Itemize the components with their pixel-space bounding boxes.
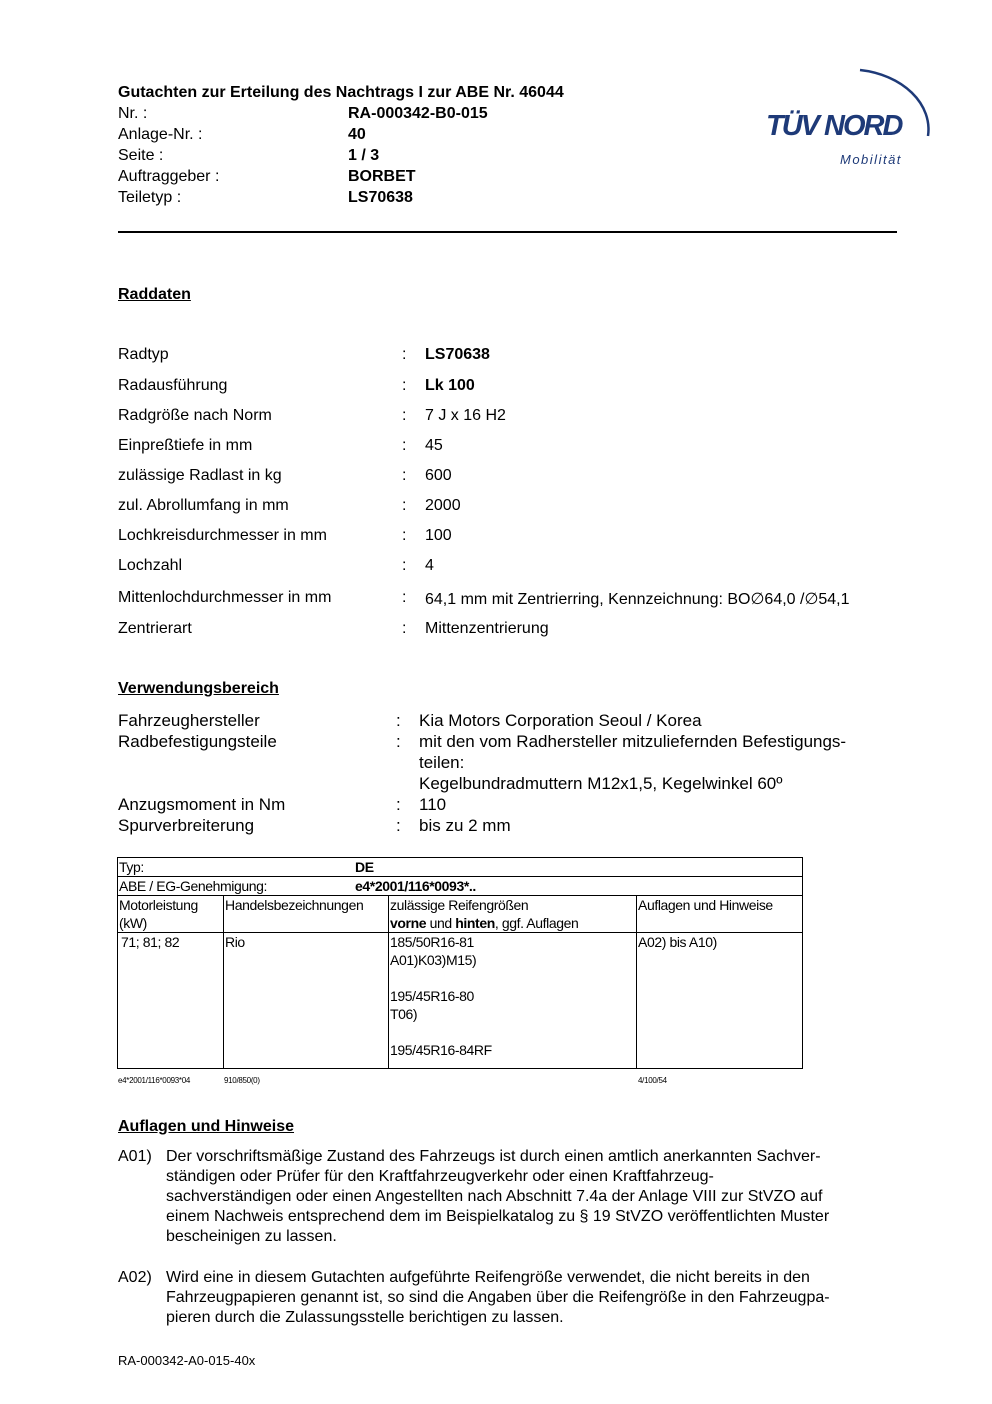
tyre-cell (389, 933, 637, 1069)
verwendung-title: Verwendungsbereich (118, 680, 279, 697)
note-id: A02) (118, 1269, 152, 1286)
header-bold-vorne: vorne (390, 915, 427, 931)
header-value-seite: 1 / 3 (348, 147, 380, 164)
verwendung-value: 110 (419, 795, 447, 814)
raddaten-value: LS70638 (425, 346, 490, 363)
note-text (166, 1147, 898, 1247)
column-header: Motorleistung (kW) (118, 896, 224, 933)
tyre-size: 195/45R16-80 (390, 988, 474, 1004)
table-footnote: 4/100/54 (638, 1076, 667, 1085)
tyre-size: 195/45R16-84RF (390, 1042, 492, 1058)
colon: : (396, 816, 401, 835)
raddaten-label: Einpreßtiefe in mm (118, 437, 253, 454)
table-row (118, 877, 803, 896)
raddaten-value: 4 (425, 557, 434, 574)
verwendung-value: Kia Motors Corporation Seoul / Korea (419, 711, 702, 730)
raddaten-row (118, 497, 918, 519)
raddaten-value: 2000 (425, 497, 461, 514)
raddaten-label: Lochzahl (118, 557, 183, 574)
raddaten-value: 600 (425, 467, 452, 484)
logo-subtext: Mobilität (840, 152, 902, 167)
column-header: Handelsbezeichnungen (224, 896, 389, 933)
raddaten-row (118, 407, 918, 429)
column-header-line (390, 914, 635, 932)
type-table (117, 857, 803, 1069)
table-row (118, 933, 803, 1069)
raddaten-label: zul. Abrollumfang in mm (118, 497, 289, 514)
raddaten-row (118, 557, 918, 579)
colon: : (402, 497, 407, 514)
document-title: Gutachten zur Erteilung des Nachtrags I zur ABE Nr. 46044 (118, 84, 564, 101)
header-bold-hinten: hinten (455, 915, 495, 931)
raddaten-value: Mittenzentrierung (425, 620, 549, 637)
note-line: bescheinigen zu lassen. (166, 1228, 337, 1245)
colon: : (396, 795, 401, 814)
colon: : (402, 557, 407, 574)
colon: : (402, 589, 407, 606)
abe-cell (118, 877, 803, 896)
raddaten-label: Radgröße nach Norm (118, 407, 272, 424)
note-line: einem Nachweis entsprechend dem im Beispielkatalog zu § 19 StVZO veröffentlichten Muster (166, 1208, 830, 1225)
auflagen-title: Auflagen und Hinweise (118, 1118, 295, 1135)
colon: : (402, 620, 407, 637)
column-header: Auflagen und Hinweise (637, 896, 803, 933)
raddaten-row (118, 346, 918, 368)
raddaten-value: 64,1 mm mit Zentrierring, Kennzeichnung: BO∅64,0 /∅54,1 (425, 591, 850, 608)
verwendung-value-line: teilen: (419, 753, 465, 772)
raddaten-label: Radausführung (118, 377, 228, 394)
footer-doc-id: RA-000342-A0-015-40x (118, 1353, 256, 1368)
raddaten-value: 45 (425, 437, 443, 454)
header-value-anlage: 40 (348, 126, 366, 143)
colon: : (402, 467, 407, 484)
raddaten-value: Lk 100 (425, 377, 475, 394)
typ-cell (118, 858, 803, 877)
colon: : (402, 377, 407, 394)
header-label-teiletyp: Teiletyp : (118, 189, 182, 206)
table-footnote: 910/850(0) (224, 1076, 260, 1085)
table-header-row (118, 896, 803, 933)
table-footnote: e4*2001/116*0093*04 (118, 1076, 191, 1085)
colon: : (402, 346, 407, 363)
tyre-size: 185/50R16-81 (390, 934, 474, 950)
note-line: Wird eine in diesem Gutachten aufgeführte Reifengröße verwendet, die nicht bereits in den (166, 1269, 810, 1286)
name-cell: Rio (224, 933, 389, 1069)
raddaten-row (118, 620, 918, 642)
raddaten-value: 100 (425, 527, 452, 544)
tuv-nord-logo (760, 58, 945, 173)
motor-cell: 71; 81; 82 (118, 933, 224, 1069)
logo-text: TÜV NORD (766, 110, 902, 142)
raddaten-value: 7 J x 16 H2 (425, 407, 506, 424)
header-label-auftraggeber: Auftraggeber : (118, 168, 220, 185)
verwendung-label: Anzugsmoment in Nm (118, 795, 286, 814)
colon: : (402, 407, 407, 424)
verwendung-label: Spurverbreiterung (118, 816, 255, 835)
raddaten-label: Mittenlochdurchmesser in mm (118, 589, 332, 606)
raddaten-row (118, 589, 918, 611)
notes-cell: A02) bis A10) (637, 933, 803, 1069)
verwendung-label: Fahrzeughersteller (118, 711, 260, 730)
raddaten-row (118, 377, 918, 399)
colon: : (396, 732, 401, 751)
abe-label: ABE / EG-Genehmigung: (119, 878, 268, 894)
verwendung-value (419, 731, 899, 794)
header-text-end: , ggf. Auflagen (494, 915, 579, 931)
colon: : (396, 711, 401, 730)
typ-label: Typ: (119, 859, 144, 875)
note-line: ständigen oder Prüfer für den Kraftfahrzeugverkehr oder einen Kraftfahrzeug- (166, 1168, 714, 1185)
raddaten-title: Raddaten (118, 286, 191, 303)
verwendung-value-line: mit den vom Radhersteller mitzuliefernden Befestigungs- (419, 732, 847, 751)
note-line: sachverständigen oder einen Angestellten nach Abschnitt 7.4a der Anlage VIII zur StVZO auf (166, 1188, 823, 1205)
note-line: Fahrzeugpapieren genannt ist, so sind die Angaben über die Reifengröße in den Fahrzeugpa- (166, 1289, 830, 1306)
raddaten-label: Zentrierart (118, 620, 192, 637)
colon: : (402, 437, 407, 454)
raddaten-label: zulässige Radlast in kg (118, 467, 282, 484)
verwendung-value: bis zu 2 mm (419, 816, 511, 835)
raddaten-label: Lochkreisdurchmesser in mm (118, 527, 327, 544)
raddaten-row (118, 437, 918, 459)
verwendung-label: Radbefestigungsteile (118, 732, 277, 751)
colon: : (402, 527, 407, 544)
header-value-nr: RA-000342-B0-015 (348, 105, 488, 122)
typ-value: DE (355, 859, 374, 875)
header-divider (118, 231, 897, 233)
raddaten-label: Radtyp (118, 346, 169, 363)
abe-value: e4*2001/116*0093*.. (355, 878, 476, 894)
header-label-seite: Seite : (118, 147, 164, 164)
note-text (166, 1268, 898, 1328)
tyre-notes: T06) (390, 1006, 418, 1022)
header-value-auftraggeber: BORBET (348, 168, 416, 185)
table-row (118, 858, 803, 877)
tyre-notes: A01)K03)M15) (390, 952, 477, 968)
note-id: A01) (118, 1148, 152, 1165)
header-label-anlage: Anlage-Nr. : (118, 126, 203, 143)
header-text-und: und (426, 915, 456, 931)
raddaten-row (118, 467, 918, 489)
note-line: Der vorschriftsmäßige Zustand des Fahrzeugs ist durch einen amtlich anerkannten Sachver- (166, 1148, 821, 1165)
raddaten-row (118, 527, 918, 549)
note-line: pieren durch die Zulassungsstelle berichtigen zu lassen. (166, 1309, 564, 1326)
column-header (389, 896, 637, 933)
header-value-teiletyp: LS70638 (348, 189, 413, 206)
column-header-line: zulässige Reifengrößen (390, 897, 529, 913)
header-label-nr: Nr. : (118, 105, 148, 122)
verwendung-value-line: Kegelbundradmuttern M12x1,5, Kegelwinkel 60º (419, 774, 783, 793)
